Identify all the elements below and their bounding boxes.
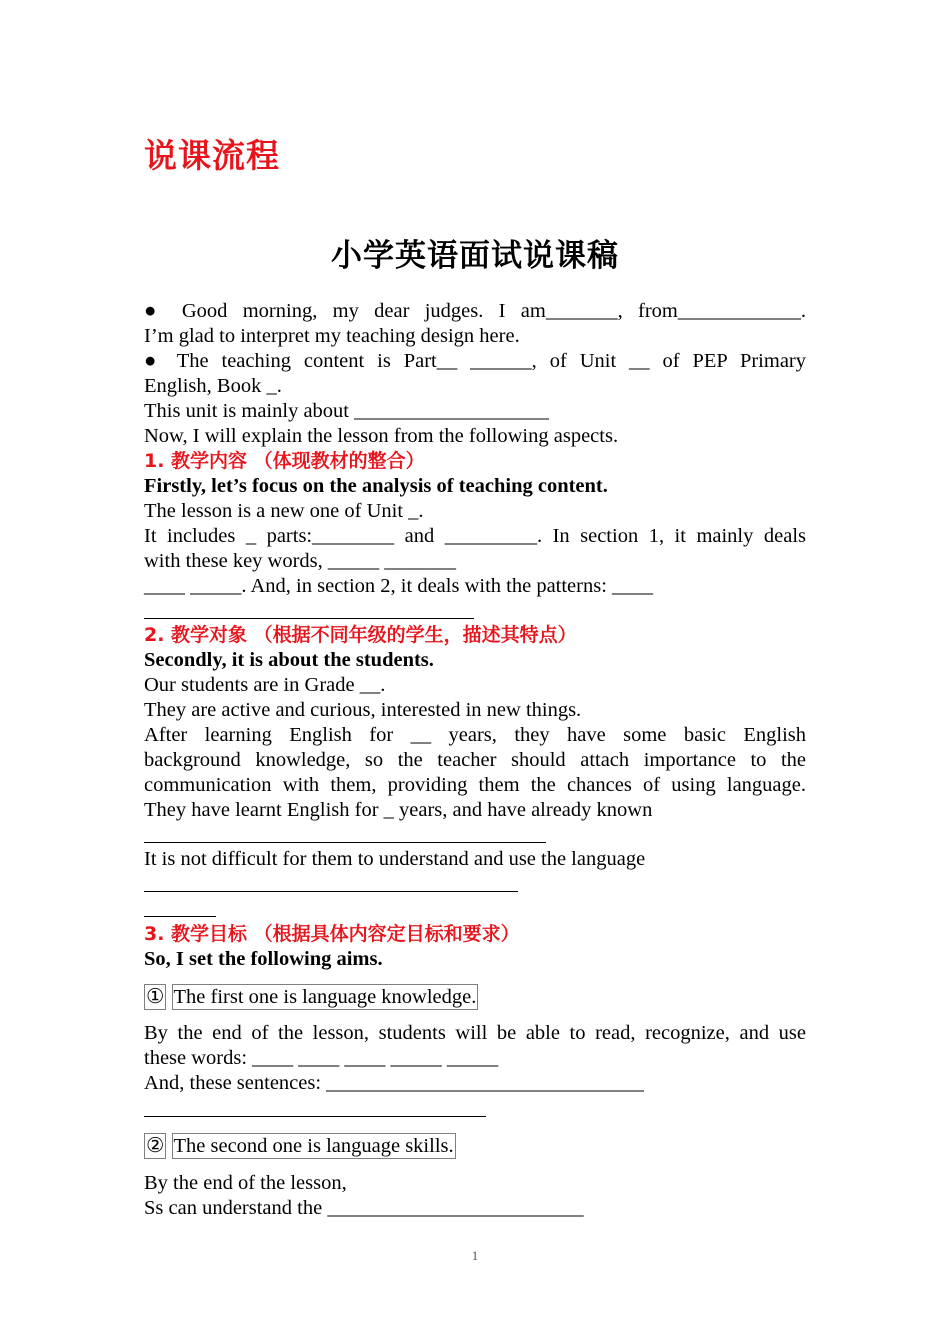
aim2-box <box>144 1133 456 1159</box>
aim1-label: The first one is language knowledge. <box>173 986 477 1008</box>
section1-line: It includes _ parts:________ and _________. In section 1, it mainly deals <box>144 525 806 547</box>
blank-line <box>144 1116 486 1117</box>
section2-line: It is not difficult for them to understand and use the language <box>144 848 646 870</box>
section2-line: They have learnt English for _ years, and have already known <box>144 799 653 821</box>
section1-heading: 1. 教学内容 （体现教材的整合） <box>144 450 425 472</box>
aim1-box <box>144 984 478 1010</box>
section2-line: communication with them, providing them the chances of using language. <box>144 774 806 796</box>
aim2-marker: ② <box>146 1135 165 1157</box>
blank-line <box>144 891 518 892</box>
aim1-marker: ① <box>146 986 165 1008</box>
section2-line: background knowledge, so the teacher should attach importance to the <box>144 749 806 771</box>
page-title: 小学英语面试说课稿 <box>331 238 619 274</box>
aim1-line: By the end of the lesson, students will be able to read, recognize, and use <box>144 1022 806 1044</box>
section1-line: The lesson is a new one of Unit _. <box>144 500 424 522</box>
aim2-label: The second one is language skills. <box>173 1135 454 1157</box>
aim1-line: And, these sentences: _______________________________ <box>144 1072 644 1094</box>
intro-aspects: Now, I will explain the lesson from the following aspects. <box>144 425 619 447</box>
section2-line: They are active and curious, interested in new things. <box>144 699 582 721</box>
section2-line: Our students are in Grade __. <box>144 674 386 696</box>
section1-line: ____ _____. And, in section 2, it deals with the patterns: ____ <box>144 575 654 597</box>
blank-line <box>144 842 546 843</box>
section2-heading: 2. 教学对象 （根据不同年级的学生，描述其特点） <box>144 624 577 646</box>
intro-content-cont: English, Book _. <box>144 375 282 397</box>
section1-lead: Firstly, let’s focus on the analysis of teaching content. <box>144 475 608 497</box>
header-title: 说课流程 <box>144 136 280 175</box>
page-number: 1 <box>471 1248 479 1263</box>
aim2-line: Ss can understand the _________________________ <box>144 1197 584 1219</box>
section2-line: After learning English for __ years, they have some basic English <box>144 724 806 746</box>
section3-lead: So, I set the following aims. <box>144 948 383 970</box>
blank-line <box>144 916 216 917</box>
section3-heading: 3. 教学目标 （根据具体内容定目标和要求） <box>144 923 520 945</box>
aim1-line: these words: ____ ____ ____ _____ _____ <box>144 1047 499 1069</box>
intro-unit: This unit is mainly about ___________________ <box>144 400 549 422</box>
section2-lead: Secondly, it is about the students. <box>144 649 434 671</box>
blank-line <box>144 618 474 619</box>
intro-greeting: ● Good morning, my dear judges. I am_______, from____________. <box>144 300 806 322</box>
intro-greeting-cont: I’m glad to interpret my teaching design here. <box>144 325 520 347</box>
aim2-line: By the end of the lesson, <box>144 1172 347 1194</box>
intro-content: ● The teaching content is Part__ ______, of Unit __ of PEP Primary <box>144 350 806 372</box>
section1-line: with these key words, _____ _______ <box>144 550 457 572</box>
